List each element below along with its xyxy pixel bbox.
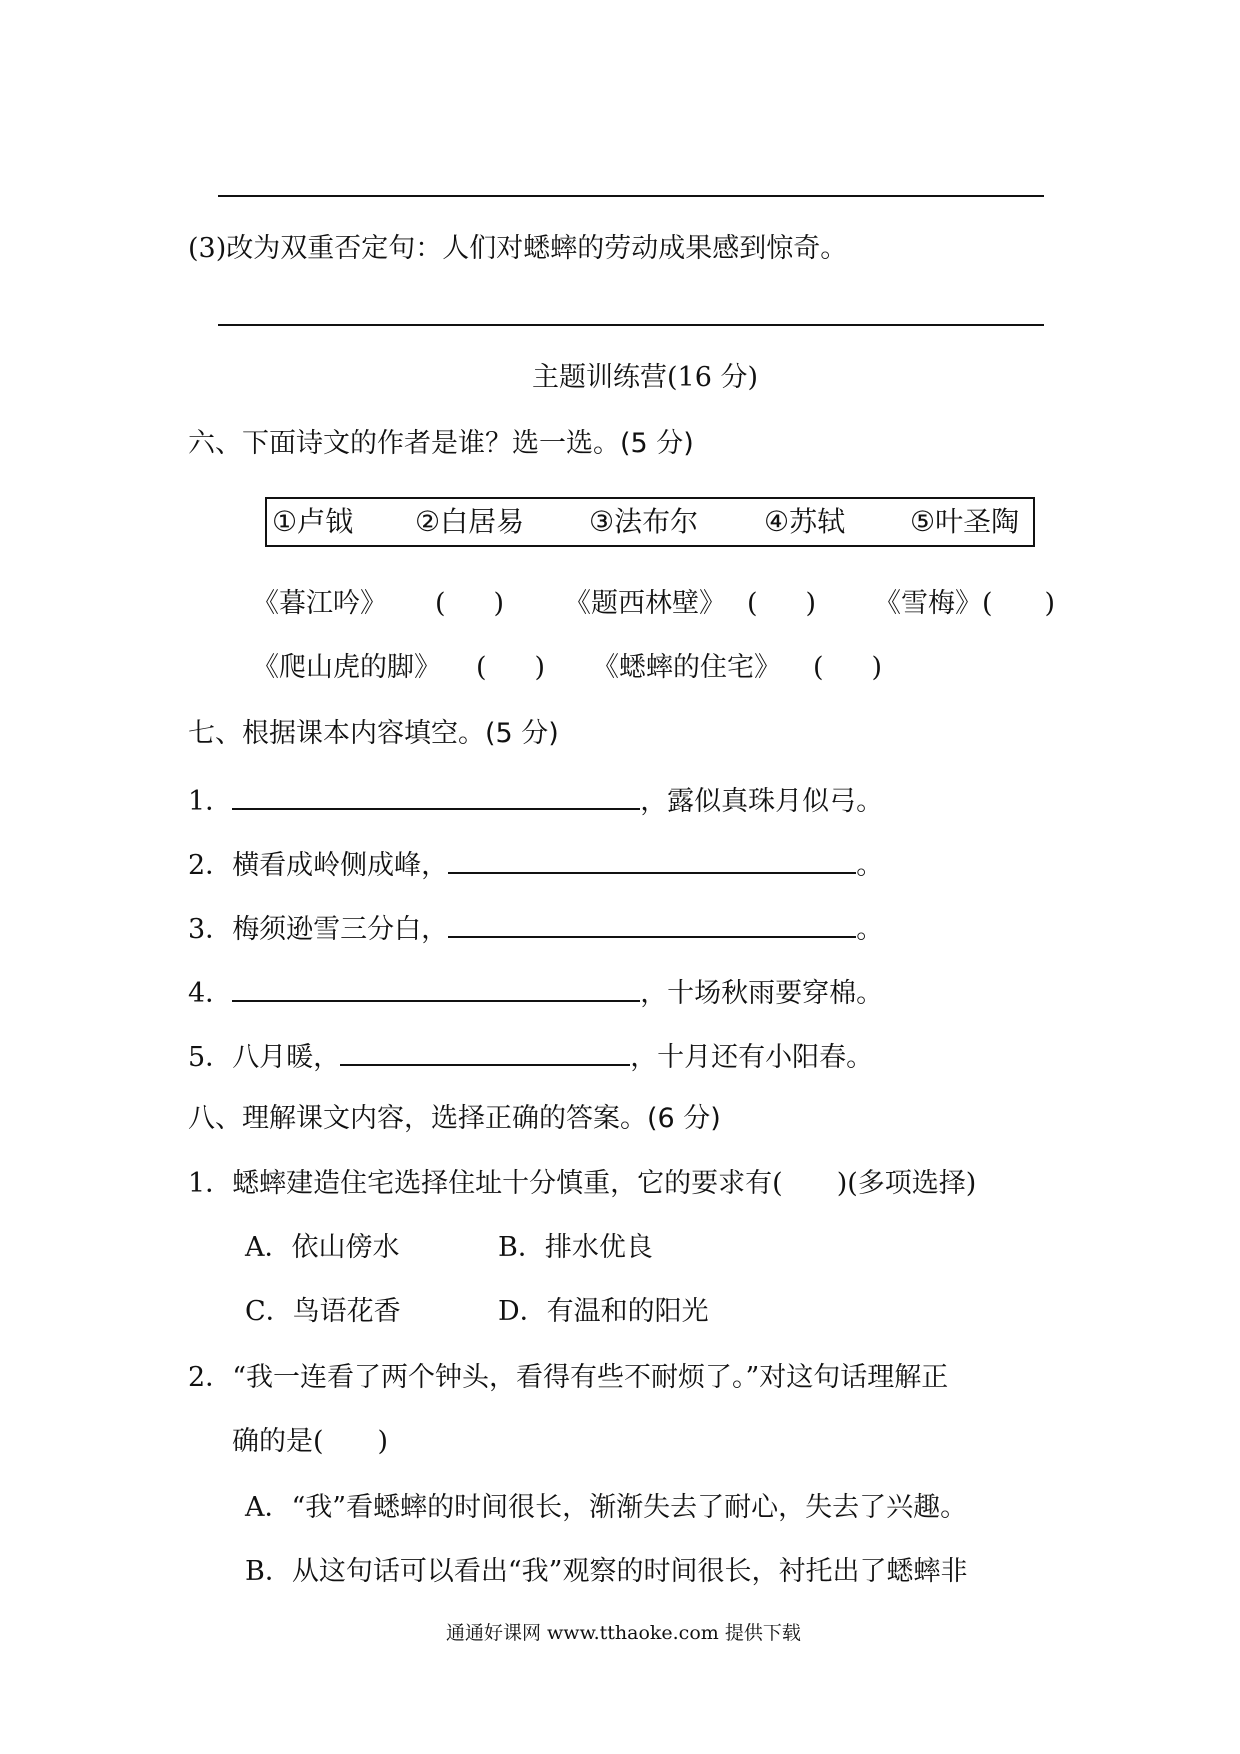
answer-paren[interactable]: ( ) [435,588,505,619]
choice-a[interactable]: A．依山傍水 [245,1232,400,1263]
answer-paren[interactable]: ( ) [476,652,546,683]
fill-item-4: 4． ，十场秋雨要穿棉。 [188,978,884,1009]
fill-item-5: 5．八月暖， ，十月还有小阳春。 [188,1042,874,1073]
choice-a[interactable]: A．“我”看蟋蟀的时间很长，渐渐失去了耐心，失去了兴趣。 [245,1492,968,1523]
question-8-2: 2．“我一连看了两个钟头，看得有些不耐烦了。”对这句话理解正 [188,1362,949,1393]
fill-blank[interactable] [232,784,640,810]
choice-b[interactable]: B．从这句话可以看出“我”观察的时间很长，衬托出了蟋蟀非 [245,1556,968,1587]
fill-item-1: 1． ，露似真珠月似弓。 [188,786,884,817]
page-footer: 通通好课网 www.tthaoke.com 提供下载 [446,1622,801,1644]
fill-item-2: 2．横看成岭侧成峰， 。 [188,850,884,881]
author-option-4: ④苏轼 [764,505,846,538]
author-option-3: ③法布尔 [589,505,699,538]
answer-line-q5-2 [218,195,1044,197]
fill-blank[interactable] [448,912,856,938]
work-item [252,654,441,681]
author-option-1: ①卢钺 [272,505,354,538]
question-8-1: 1．蟋蟀建造住宅选择住址十分慎重，它的要求有( )(多项选择) [188,1168,977,1199]
choice-b[interactable]: B．排水优良 [498,1232,653,1263]
work-title: 《蟋蟀的住宅》 [592,652,781,683]
answer-paren[interactable]: ( ) [747,588,817,619]
question-8-heading: 八、理解课文内容，选择正确的答案。(6 分) [188,1103,721,1134]
author-options-box [265,497,1035,547]
answer-line-q5-3 [218,324,1044,326]
question-6-heading: 六、下面诗文的作者是谁？选一选。(5 分) [188,428,694,459]
work-item: 《雪梅》( ) [874,588,1056,619]
choice-d[interactable]: D．有温和的阳光 [498,1296,709,1327]
work-item [592,654,781,681]
author-option-2: ②白居易 [415,505,525,538]
author-option-5: ⑤叶圣陶 [910,505,1020,538]
fill-blank[interactable] [232,976,640,1002]
work-item [252,590,387,617]
work-title: 《暮江吟》 [252,588,387,619]
fill-item-3: 3．梅须逊雪三分白， 。 [188,914,884,945]
work-item [564,590,726,617]
question-5-3: (3)改为双重否定句：人们对蟋蟀的劳动成果感到惊奇。 [188,233,848,264]
choice-c[interactable]: C．鸟语花香 [245,1296,401,1327]
work-title: 《雪梅》 [874,588,982,619]
fill-blank[interactable] [340,1040,630,1066]
section-title: 主题训练营(16 分) [532,362,759,393]
work-title: 《题西林壁》 [564,588,726,619]
answer-paren[interactable]: ( ) [813,652,883,683]
question-8-2-line2: 确的是( ) [232,1426,389,1457]
fill-blank[interactable] [448,848,856,874]
question-7-heading: 七、根据课本内容填空。(5 分) [188,718,559,749]
work-title: 《爬山虎的脚》 [252,652,441,683]
